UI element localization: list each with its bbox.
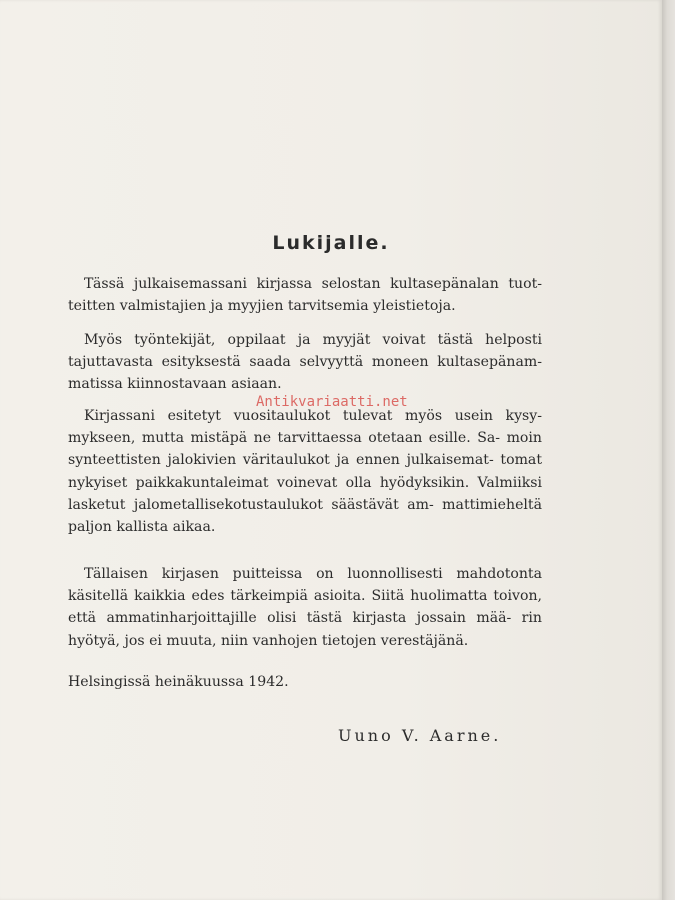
place-date: Helsingissä heinäkuussa 1942.	[68, 674, 289, 690]
page-title: Lukijalle.	[272, 232, 390, 254]
paragraph-4: Tällaisen kirjasen puitteissa on luonnollisesti mahdotonta käsitellä kaikkia edes tärkeimpiä asioita. Siitä huolimatta toivon, että ammatinharjoittajille olisi tästä kirjasta jossain mää- rin hyötyä, jos ei muuta, niin vanhojen tietojen verestäjänä.	[68, 566, 542, 649]
author-signature: Uuno V. Aarne.	[338, 726, 502, 745]
paragraph-3: Kirjassani esitetyt vuositaulukot tulevat myös usein kysy- mykseen, mutta mistäpä ne tarvittaessa otetaan esille. Sa- moin synteettisten jalokivien väritaulukot ja ennen julkaisemat- tomat nykyiset paikkakuntaleimat voinevat olla hyödyksikin. Valmiiksi lasketut jalometallisekotustaulukot säästävät am- mattimieheltä paljon kallista aikaa.	[68, 408, 542, 536]
page-edge	[662, 0, 675, 900]
paragraph-2: Myös työntekijät, oppilaat ja myyjät voivat tästä helposti tajuttavasta esityksestä saada selvyyttä moneen kultasepänam- matissa kiinnostavaan asiaan.	[68, 332, 542, 393]
paragraph-1: Tässä julkaisemassani kirjassa selostan kultasepänalan tuot- teitten valmistajien ja myyjien tarvitsemia yleistietoja.	[68, 276, 542, 315]
watermark: Antikvariaatti.net	[256, 394, 408, 410]
